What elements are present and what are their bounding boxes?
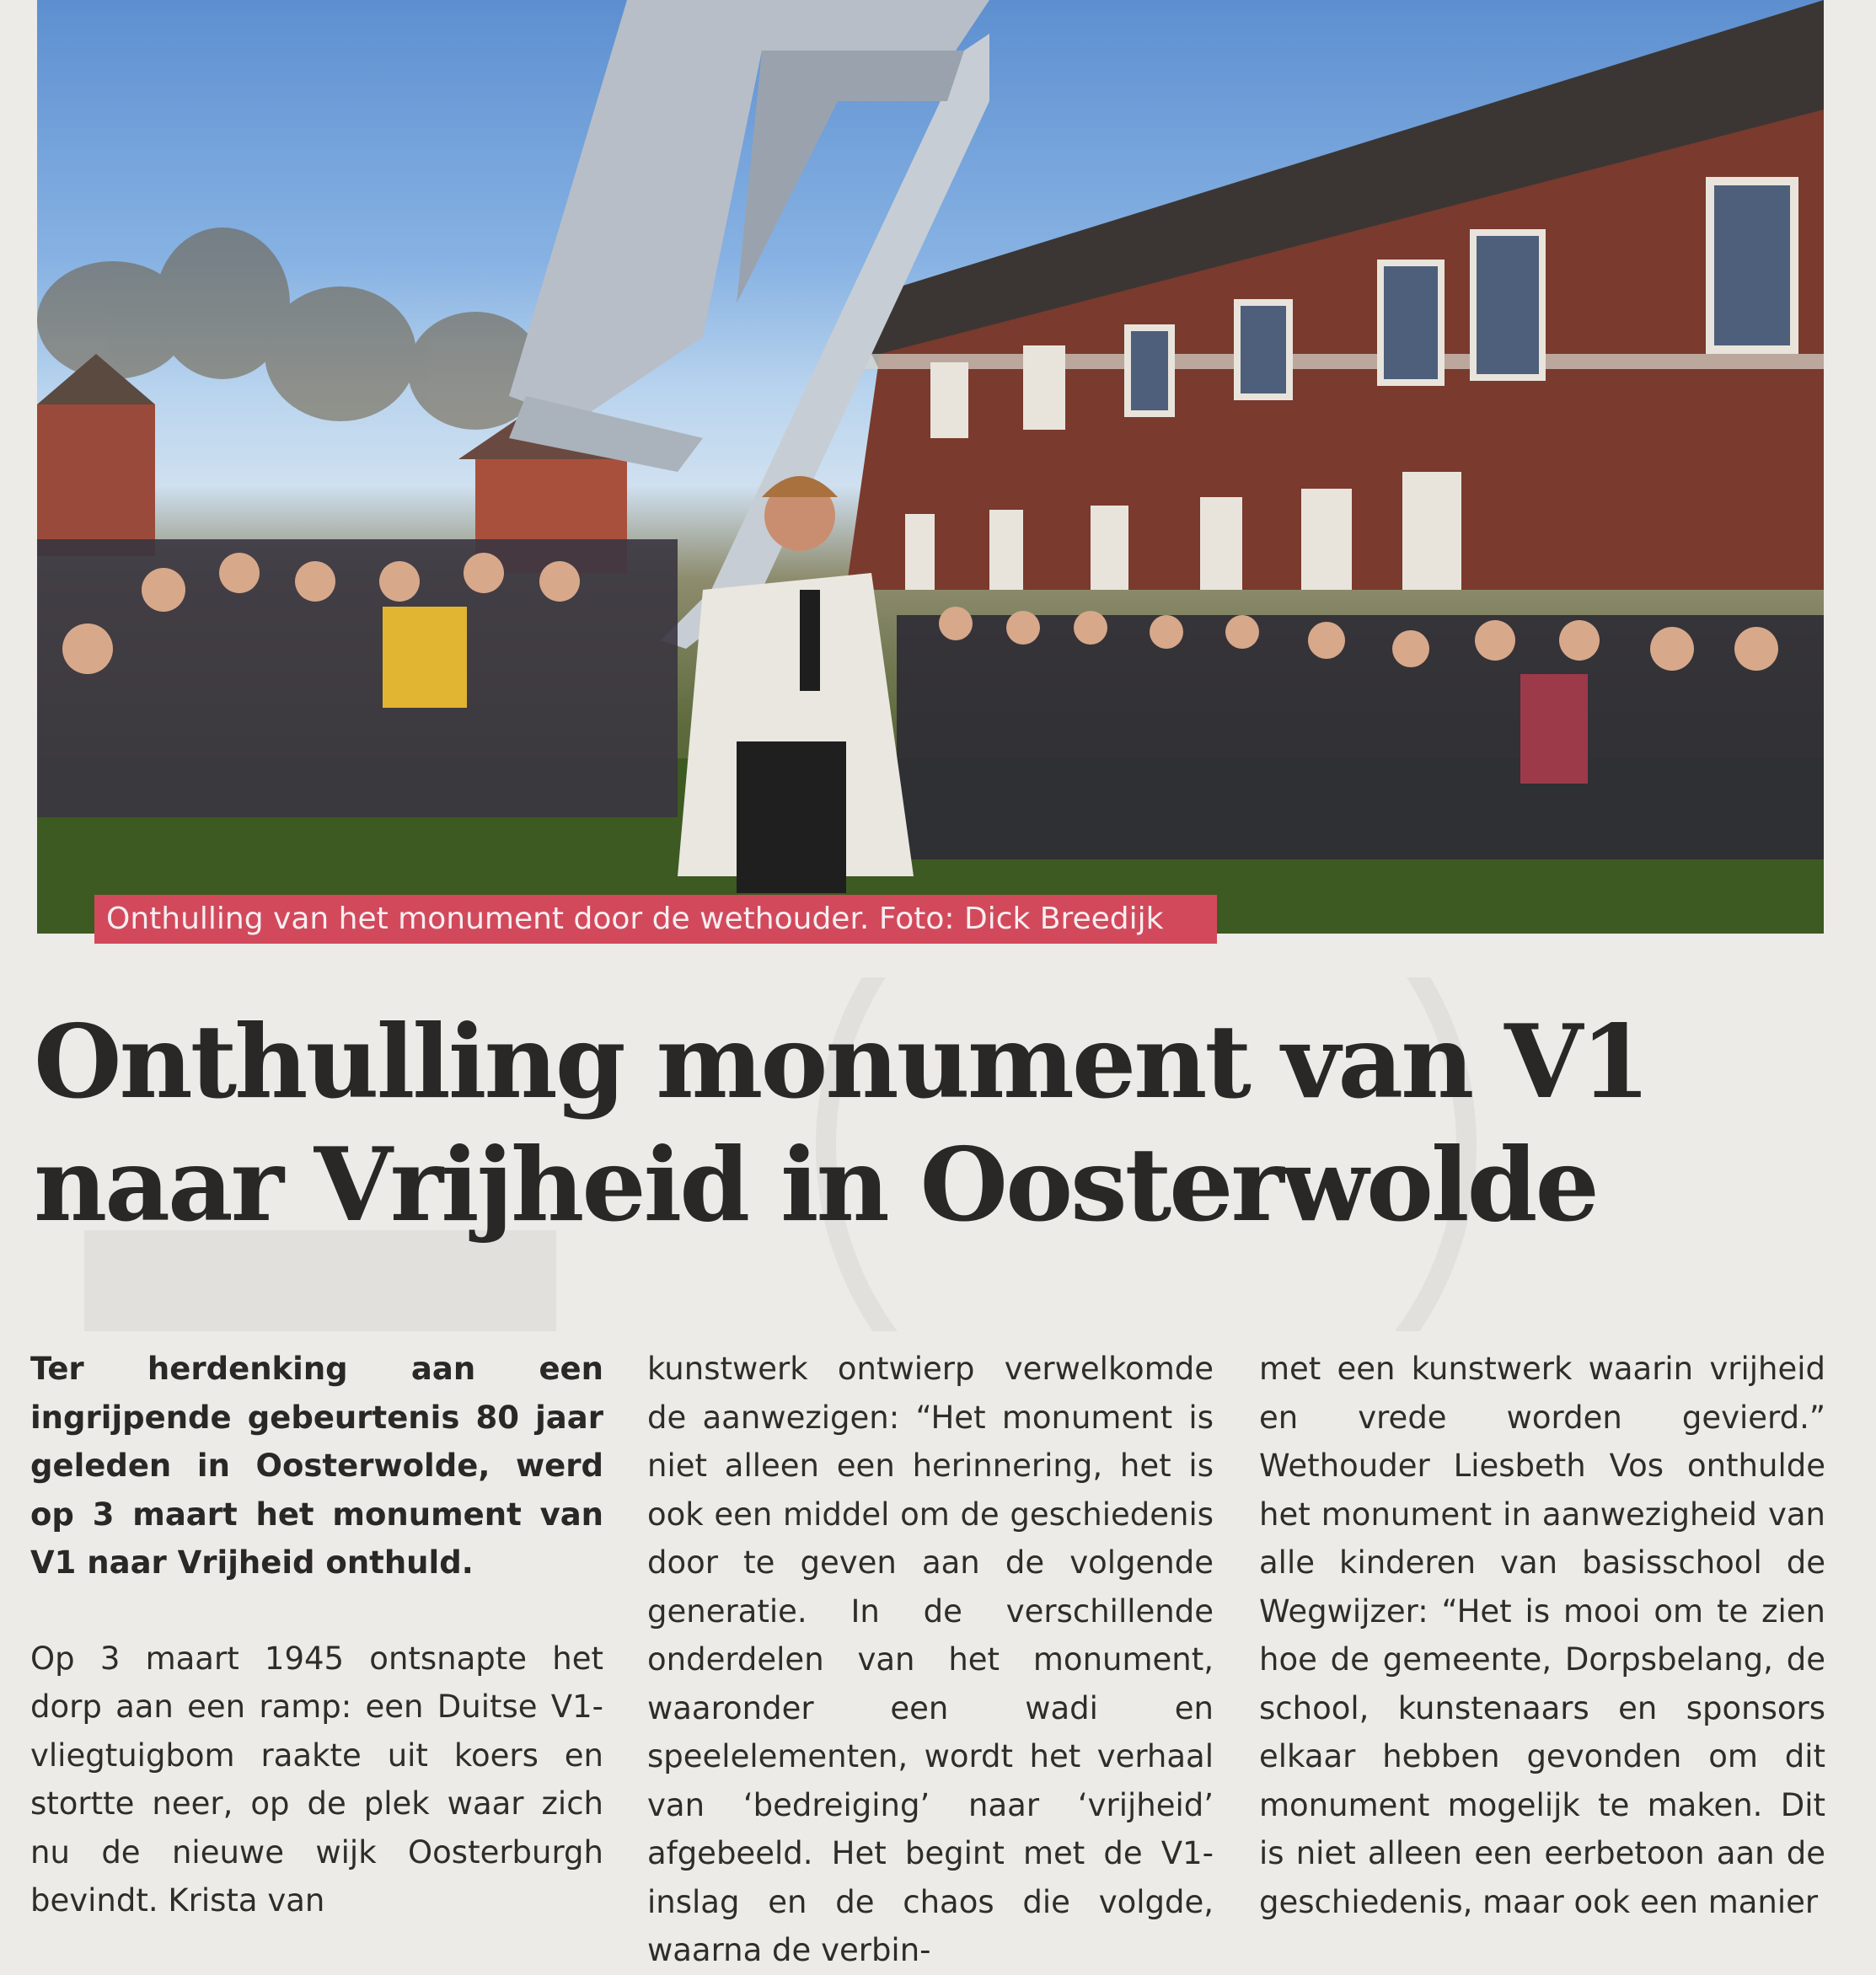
photo-caption: Onthulling van het monument door de wethouder. Foto: Dick Breedijk xyxy=(94,895,1217,944)
article-headline xyxy=(34,1001,1804,1247)
column-2-body: kunstwerk ontwierp verwelkomde de aanwezigen: “Het monument is niet alleen een herinnering, het is ook een middel om de geschiedenis door te geven aan de volgende generatie. In de verschillende onderdelen van het monument, waaronder een wadi en speelelementen, wordt het verhaal van ‘bedreiging’ naar ‘vrijheid’ afgebeeld. Het begint met de V1-inslag en de chaos die volgde, waarna de verbin- xyxy=(647,1351,1214,1968)
article-lead: Ter herdenking aan een ingrijpende gebeurtenis 80 jaar geleden in Oosterwolde, werd op 3 maart het monument van V1 naar Vrijheid onthuld. xyxy=(30,1351,603,1581)
article-column-3 xyxy=(1259,1345,1825,1926)
article-column-1 xyxy=(30,1345,603,1925)
monument-photo-icon xyxy=(37,0,1824,934)
headline-line-2: naar Vrijheid in Oosterwolde xyxy=(34,1126,1597,1244)
column-3-body: met een kunstwerk waarin vrijheid en vrede worden gevierd.” Wethouder Liesbeth Vos onthulde het monument in aanwezigheid van alle kinderen van basisschool de Wegwijzer: “Het is mooi om te zien hoe de gemeente, Dorpsbelang, de school, kunstenaars en sponsors elkaar hebben gevonden om dit monument mogelijk te maken. Dit is niet alleen een eerbetoon aan de geschiedenis, maar ook een manier xyxy=(1259,1351,1825,1920)
article-photo xyxy=(37,0,1824,934)
column-1-body: Op 3 maart 1945 ontsnapte het dorp aan een ramp: een Duitse V1-vliegtuigbom raakte uit koers en stortte neer, op de plek waar zich nu de nieuwe wijk Oosterburgh bevindt. Krista van xyxy=(30,1640,603,1919)
article-column-2 xyxy=(647,1345,1214,1975)
headline-line-1: Onthulling monument van V1 xyxy=(34,1003,1648,1121)
